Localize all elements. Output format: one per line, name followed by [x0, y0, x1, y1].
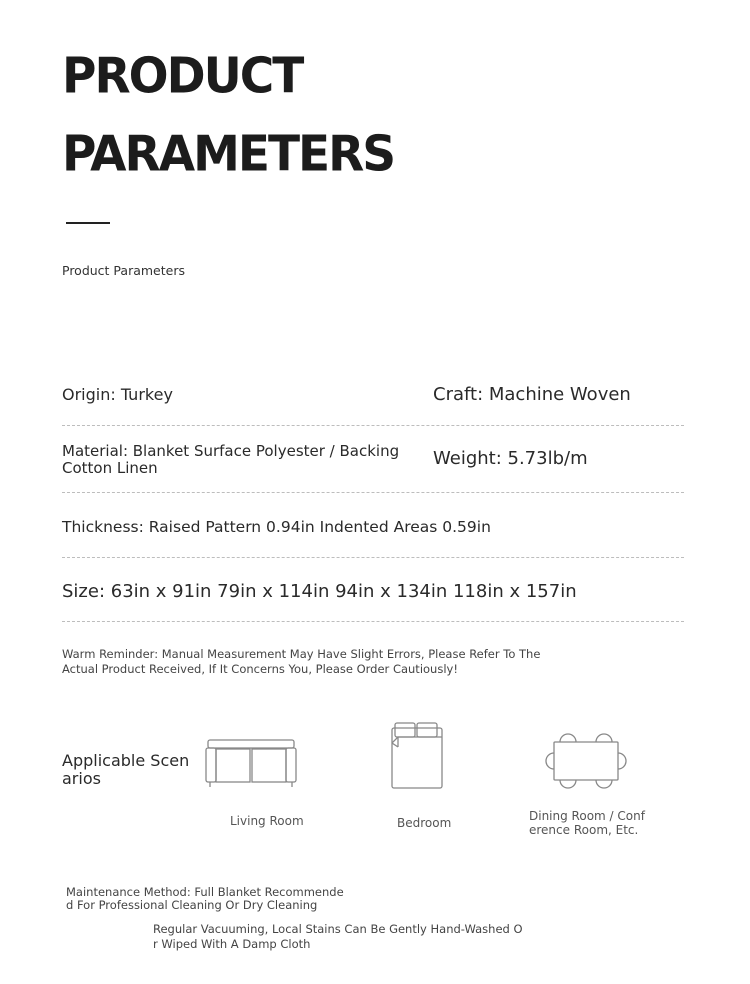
origin-value: Origin: Turkey: [62, 385, 173, 404]
thickness-value: Thickness: Raised Pattern 0.94in Indented Areas 0.59in: [62, 518, 491, 536]
title-line-1: PRODUCT: [62, 47, 303, 106]
craft-value: Craft: Machine Woven: [433, 384, 631, 405]
title-line-2: PARAMETERS: [62, 125, 395, 183]
divider-3: [62, 557, 684, 558]
scenarios-heading: Applicable Scenarios: [62, 751, 190, 788]
material-value: Material: Blanket Surface Polyester / Backing Cotton Linen: [62, 442, 400, 477]
bed-icon: [390, 721, 444, 791]
size-value: Size: 63in x 91in 79in x 114in 94in x 134in 118in x 157in: [62, 581, 577, 602]
sofa-icon: [205, 737, 297, 789]
weight-value: Weight: 5.73lb/m: [433, 448, 588, 469]
divider-1: [62, 425, 684, 426]
maintenance-tip: Regular Vacuuming, Local Stains Can Be Gently Hand-Washed Or Wiped With A Damp Cloth: [153, 922, 523, 951]
divider-2: [62, 492, 684, 493]
scenario-label-dining-room: Dining Room / Conference Room, Etc.: [529, 809, 645, 837]
title-underline: [66, 222, 110, 224]
section-subtitle: Product Parameters: [62, 263, 185, 278]
page-title: [62, 38, 394, 193]
dining-table-icon: [540, 732, 632, 792]
divider-4: [62, 621, 684, 622]
warm-reminder: Warm Reminder: Manual Measurement May Have Slight Errors, Please Refer To The Actual Product Received, If It Concerns You, Please Order Cautiously!: [62, 647, 541, 676]
scenario-label-bedroom: Bedroom: [397, 816, 452, 830]
maintenance-method: Maintenance Method: Full Blanket Recommended For Professional Cleaning Or Dry Cleaning: [66, 885, 344, 912]
scenario-label-living-room: Living Room: [230, 814, 304, 828]
